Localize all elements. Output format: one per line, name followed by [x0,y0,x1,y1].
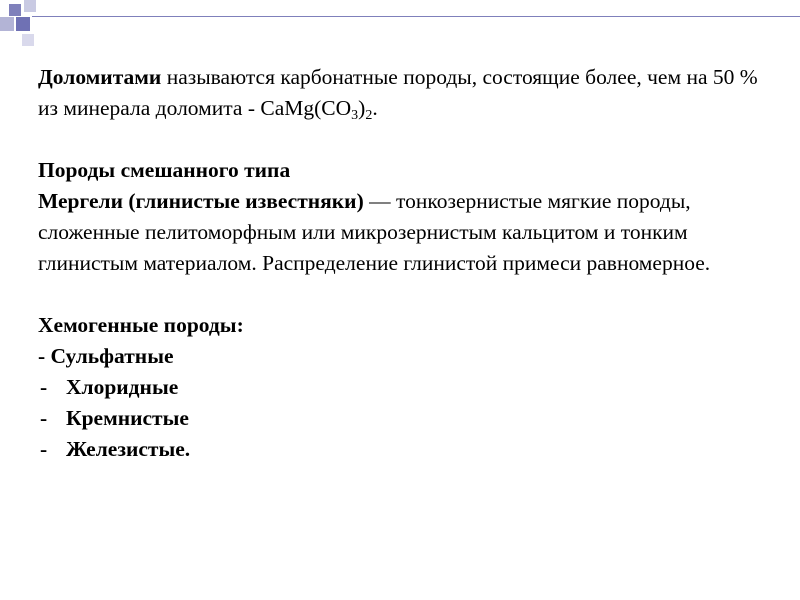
heading-mixed-rocks: Породы смешанного типа [38,158,291,182]
heading-chemogenic-rocks: Хемогенные породы: [38,313,244,337]
header-decoration [0,0,800,52]
list-item: - Железистые. [40,437,191,461]
paragraph-marls: Мергели (глинистые известняки) — тонкозернистые мягкие породы, сложенные пелитоморфным или микрозернистым кальцитом и тонким глинистым материалом. Распределение глинистой примеси равномерное. [38,189,711,275]
slide-content [38,62,778,465]
list-item: - Сульфатные [38,344,174,368]
term-marls: Мергели (глинистые известняки) [38,189,364,213]
list-item: - Хлоридные [40,375,179,399]
term-dolomites: Доломитами [38,65,162,89]
header-rule [32,16,800,17]
list-item: - Кремнистые [40,406,189,430]
paragraph-dolomites: Доломитами называются карбонатные породы, состоящие более, чем на 50 % из минерала доломита - $CaMg(CO_3)_2$. [38,65,758,123]
decor-square [0,17,14,31]
decor-square [16,17,30,31]
decor-square [24,0,36,12]
decor-square [22,34,34,46]
decor-square [9,4,21,16]
